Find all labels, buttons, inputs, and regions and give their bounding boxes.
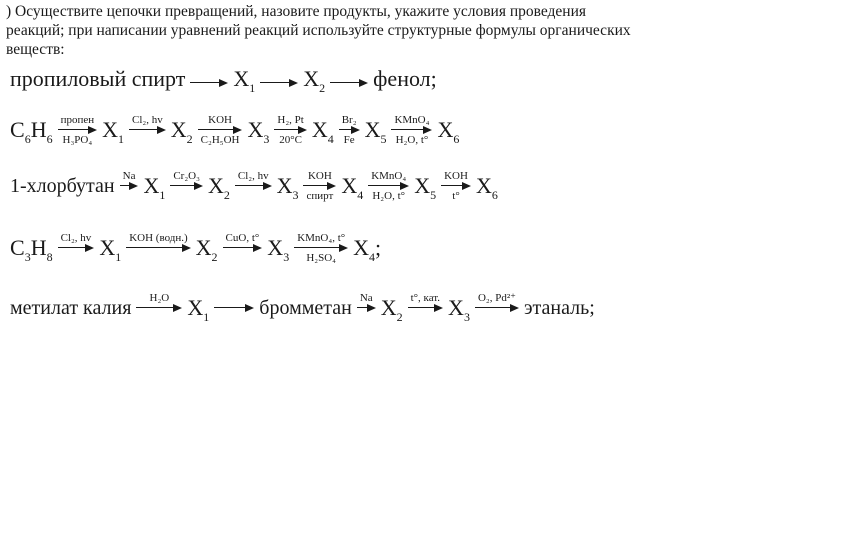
product: бромметан — [259, 297, 352, 319]
product: $X_5$ — [414, 173, 437, 202]
reaction-arrow — [223, 232, 263, 264]
product: $X_6$ — [475, 173, 498, 202]
reagent-label: пропен — [60, 114, 95, 126]
reaction-arrow — [198, 114, 243, 146]
product: $X_3$ — [448, 295, 470, 324]
reaction-arrow — [368, 170, 409, 202]
condition-label: H₂O, t° — [395, 134, 429, 146]
reagent-label: Cr₂O₃ — [173, 170, 200, 182]
product: $X_1$ — [99, 235, 122, 264]
product: $X_4$ — [341, 173, 364, 202]
product: $X_2$ — [195, 235, 218, 264]
reaction-arrow — [170, 170, 203, 202]
reagent-label: CuO, t° — [225, 232, 260, 244]
reagent-label: KOH — [307, 170, 332, 182]
condition-label — [120, 190, 139, 202]
product: $X_1$ — [102, 117, 125, 146]
chain-start: $C_6H_6$ — [10, 117, 53, 146]
reaction-arrow — [274, 114, 306, 146]
task-statement: ) Осуществите цепочки превращений, назовите продукты, укажите условия проведения реакций; при написании уравнений реакций используйте структурные формулы органических веществ: — [6, 3, 631, 58]
chain-start: пропиловый спирт — [10, 66, 186, 91]
reaction-arrow — [357, 292, 376, 324]
chain-start: 1-хлорбутан — [10, 175, 115, 197]
reaction-arrow — [129, 114, 166, 146]
reaction-arrow — [339, 114, 360, 146]
condition-label — [223, 252, 263, 264]
reaction-arrow — [475, 292, 519, 324]
product: $X_1$ — [143, 173, 166, 202]
reagent-label: KMnO₄ — [371, 170, 407, 182]
reaction-arrow — [303, 170, 336, 202]
product: $X_4$ — [311, 117, 334, 146]
product: $X_4$; — [353, 235, 382, 264]
chain-3 — [10, 170, 498, 202]
reaction-arrow — [58, 114, 98, 146]
condition-label: C₂H₅OH — [200, 134, 240, 146]
product: фенол; — [373, 66, 437, 91]
condition-label — [126, 252, 190, 264]
product: $X_1$ — [187, 295, 210, 324]
product: $X_3$ — [276, 173, 299, 202]
product: $X_3$ — [247, 117, 270, 146]
chain-2 — [10, 114, 459, 146]
product: $X_3$ — [267, 235, 290, 264]
reaction-arrow — [136, 292, 182, 324]
condition-label — [235, 190, 272, 202]
reaction-arrow — [58, 232, 95, 264]
reaction-arrow — [235, 170, 272, 202]
reagent-label — [214, 292, 254, 304]
condition-label: спирт — [306, 190, 334, 202]
reagent-label: t°, кат. — [410, 292, 441, 304]
condition-label: t° — [452, 190, 460, 202]
condition-label: 20°C — [279, 134, 302, 146]
condition-label — [408, 312, 443, 324]
chain-start: метилат калия — [10, 297, 132, 319]
reagent-label: KOH — [444, 170, 468, 182]
product: $X_2$ — [207, 173, 230, 202]
reaction-arrow — [126, 232, 190, 264]
reagent-label: Cl₂, hv — [132, 114, 163, 126]
reagent-label: Br₂ — [341, 114, 357, 126]
reaction-arrow — [441, 170, 471, 202]
condition-label: H₂O, t° — [372, 190, 406, 202]
reaction-arrow — [330, 79, 368, 87]
condition-label — [214, 312, 254, 324]
reagent-label: Na — [359, 292, 373, 304]
chain-5 — [10, 292, 595, 324]
chain-1 — [10, 66, 437, 95]
reagent-label: KMnO₄, t° — [297, 232, 346, 244]
chain-4 — [10, 232, 381, 264]
reaction-arrow — [408, 292, 443, 324]
reagent-label: H₂, Pt — [277, 114, 304, 126]
condition-label: Fe — [343, 134, 355, 146]
reaction-arrow — [120, 170, 139, 202]
product: $X_2$ — [380, 295, 403, 324]
product: $X_1$ — [233, 66, 256, 95]
product: $X_6$ — [437, 117, 460, 146]
condition-label: H₃PO₄ — [62, 134, 93, 146]
reagent-label: KOH (водн.) — [129, 232, 188, 244]
condition-label — [475, 312, 519, 324]
condition-label — [357, 312, 376, 324]
reagent-label: O₂, Pd²⁺ — [477, 292, 516, 304]
reaction-arrow — [260, 79, 298, 87]
condition-label — [129, 134, 166, 146]
reagent-label: Na — [122, 170, 136, 182]
reagent-label: H₂O — [149, 292, 170, 304]
condition-label — [58, 252, 95, 264]
reaction-arrow — [391, 114, 432, 146]
reagent-label: KMnO₄ — [394, 114, 430, 126]
product: $X_2$ — [303, 66, 326, 95]
reagent-label: KOH — [208, 114, 232, 126]
reaction-arrow — [214, 292, 254, 324]
condition-label — [136, 312, 182, 324]
reagent-label: Cl₂, hv — [237, 170, 269, 182]
reaction-arrow — [190, 79, 228, 87]
product: $X_2$ — [170, 117, 193, 146]
condition-label: H₂SO₄ — [306, 252, 337, 264]
reaction-arrow — [294, 232, 348, 264]
reagent-label: Cl₂, hv — [60, 232, 92, 244]
product: $X_5$ — [364, 117, 387, 146]
product: этаналь; — [523, 297, 595, 319]
chain-start: $C_3H_8$ — [10, 235, 53, 264]
condition-label — [170, 190, 203, 202]
